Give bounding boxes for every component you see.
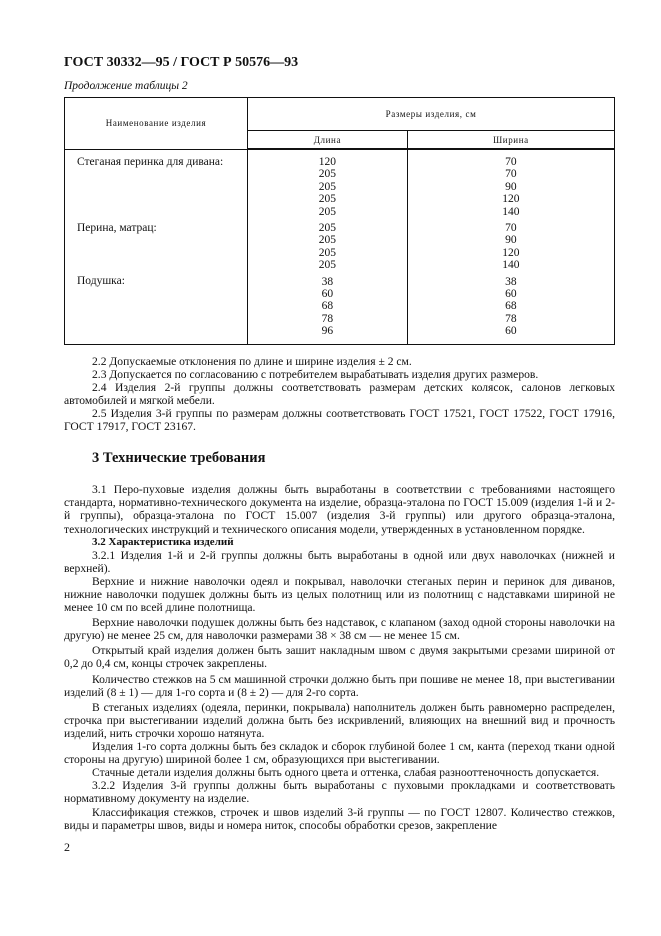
paragraph: Открытый край изделия должен быть зашит накладным швом с двумя закрытыми срезами шириной от 0,2 до 0,4 см, концы строчек закреплены.	[64, 644, 615, 671]
paragraph: Классификация стежков, строчек и швов изделий 3-й группы — по ГОСТ 12807. Количество стежков, виды и параметры швов, виды и номера ниток, способы обработки срезов, закрепление	[64, 805, 615, 832]
paragraphs-2	[64, 355, 615, 434]
width-values: 70 70 90 120 140	[502, 156, 520, 218]
paragraph: 3.2.2 Изделия 3-й группы должны быть выработаны с пуховыми прокладками и соответствовать нормативному документу на изделие.	[64, 779, 615, 806]
paragraph: Стачные детали изделия должны быть одного цвета и оттенка, слабая разнооттеночность допускается.	[92, 766, 600, 780]
paragraph: Верхние и нижние наволочки одеял и покрывал, наволочки стеганых перин и перинок для диванов, нижние наволочки подушек должны быть из целых полотнищ или из полотнищ с надставками шириной не менее 10 см по всей длине полотнища.	[64, 574, 615, 615]
width-values: 38 60 68 78 60	[505, 275, 517, 338]
section-heading: 3 Технические требования	[92, 450, 266, 467]
subsection-heading: 3.2 Характеристика изделий	[92, 535, 234, 548]
col-header-name: Наименование изделия	[65, 98, 248, 150]
length-values: 120 205 205 205 205	[318, 156, 337, 218]
paragraph: 2.5 Изделия 3-й группы по размерам должны соответствовать ГОСТ 17521, ГОСТ 17522, ГОСТ 17916, ГОСТ 17917, ГОСТ 23167.	[64, 407, 615, 434]
name-cells	[65, 149, 248, 344]
page-number: 2	[64, 839, 70, 854]
sizes-table	[64, 97, 615, 345]
length-cells	[248, 149, 408, 344]
paragraph: 3.2.1 Изделия 1-й и 2-й группы должны быть выработаны в одной или двух наволочках (нижней и верхней).	[64, 548, 615, 575]
width-values: 70 90 120 140	[502, 222, 520, 272]
document-header: ГОСТ 30332—95 / ГОСТ Р 50576—93	[64, 55, 299, 70]
paragraph: В стеганых изделиях (одеяла, перинки, покрывала) наполнитель должен быть равномерно распределен, строчка при выстегивании изделий должна быть без искривлений, влияющих на внешний вид и прочность изделий, нить строчки хорошо натянута.	[64, 700, 615, 740]
width-cells	[407, 149, 614, 344]
length-values: 38 60 68 78 96	[321, 275, 334, 338]
paragraph: 2.4 Изделия 2-й группы должны соответствовать размерам детских колясок, салонов легковых автомобилей и мягкой мебели.	[64, 380, 615, 407]
product-name: Подушка:	[77, 275, 125, 288]
product-name: Перина, матрац:	[77, 221, 157, 234]
col-header-width: Ширина	[407, 131, 614, 150]
table-body	[65, 149, 615, 344]
paragraph: 2.2 Допускаемые отклонения по длине и ширине изделия ± 2 см.	[92, 354, 412, 368]
paragraph: Количество стежков на 5 см машинной строчки должно быть при пошиве не менее 18, при выстегивании изделий (8 ± 1) — для 1-го сорта и (8 ± 2) — для 2-го сорта.	[64, 672, 615, 699]
paragraph: Верхние наволочки подушек должны быть без надставок, с клапаном (заход одной стороны наволочки на другую) не менее 25 см, для наволочки размерами 38 × 38 см — не менее 15 см.	[64, 616, 615, 643]
paragraph: 3.1 Перо-пуховые изделия должны быть выработаны в соответствии с требованиями настоящего стандарта, нормативно-технического документа на изделие, образца-эталона по ГОСТ 15.009 (изделия 1-й и 2-й группы), образца-эталона по ГОСТ 15.007 (изделия 3-й группы) или другого образца-эталона, технологических инструкций и технического описания модели, утвержденных в установленном порядке.	[64, 483, 615, 536]
product-name: Стеганая перинка для дивана:	[77, 155, 224, 168]
paragraph: Изделия 1-го сорта должны быть без складок и сборок глубиной более 1 см, канта (переход ткани одной стороны на другую) шириной более 1 см, образующихся при выстегивании.	[64, 740, 615, 767]
document-page	[64, 55, 615, 854]
paragraphs-3	[64, 483, 615, 831]
col-header-length: Длина	[248, 131, 408, 150]
table-caption: Продолжение таблицы 2	[64, 80, 188, 92]
col-header-sizes: Размеры изделия, см	[248, 98, 615, 131]
length-values: 205 205 205 205	[318, 222, 337, 272]
paragraph: 2.3 Допускается по согласованию с потребителем вырабатывать изделия других размеров.	[92, 367, 539, 381]
